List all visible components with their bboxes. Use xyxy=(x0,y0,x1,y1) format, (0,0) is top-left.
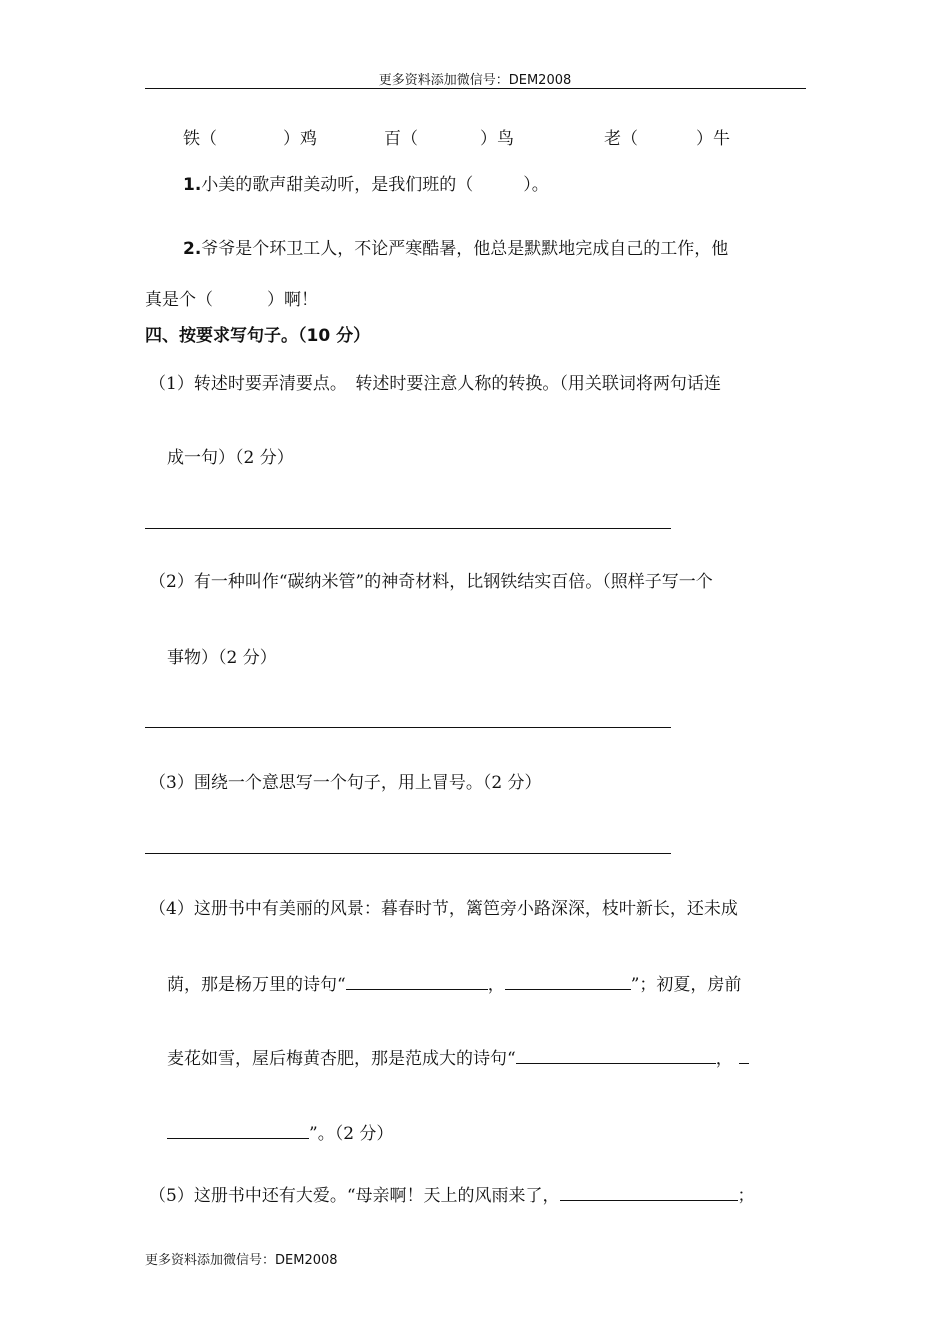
item-5-blank[interactable] xyxy=(560,1184,738,1201)
item-4-line2-comma: ， xyxy=(487,975,505,995)
question-2-line2 xyxy=(145,289,318,311)
question-2-line2-end: ）啊！ xyxy=(267,290,318,310)
item-4-line2-a: 荫，那是杨万里的诗句“ xyxy=(167,975,346,995)
idiom-b-end: ）鸟 xyxy=(480,129,514,149)
item-4-line4-end: ”。（2 分） xyxy=(309,1124,394,1144)
poem-blank-4[interactable] xyxy=(167,1122,309,1139)
item-2-line1: （2）有一种叫作“碳纳米管”的神奇材料，比钢铁结实百倍。（照样子写一个 xyxy=(149,572,713,592)
poem-blank-4-start[interactable] xyxy=(739,1047,749,1064)
idiom-c-end: ）牛 xyxy=(696,129,730,149)
idiom-c-start: 老（ xyxy=(604,129,638,149)
answer-line-3[interactable] xyxy=(145,853,671,854)
poem-blank-2[interactable] xyxy=(505,973,631,990)
idiom-a-end: ）鸡 xyxy=(283,129,317,149)
question-1-number: 1. xyxy=(183,175,202,195)
item-4-line2 xyxy=(167,973,741,996)
item-5-text: （5）这册书中还有大爱。“母亲啊！天上的风雨来了， xyxy=(149,1186,560,1206)
idiom-b xyxy=(384,128,514,150)
question-1 xyxy=(183,174,549,196)
question-2-number: 2. xyxy=(183,239,202,259)
section-4-title: 四、按要求写句子。（10 分） xyxy=(145,326,371,346)
question-2-text: 爷爷是个环卫工人，不论严寒酷暑，他总是默默地完成自己的工作，他 xyxy=(201,239,729,259)
item-4-line1: （4）这册书中有美丽的风景：暮春时节，篱笆旁小路深深，枝叶新长，还未成 xyxy=(149,899,738,919)
poem-blank-3[interactable] xyxy=(516,1047,716,1064)
answer-line-2[interactable] xyxy=(145,727,671,728)
idiom-c xyxy=(604,128,730,150)
item-4-line3-a: 麦花如雪，屋后梅黄杏肥，那是范成大的诗句“ xyxy=(167,1049,516,1069)
question-1-text: 小美的歌声甜美动听，是我们班的（ xyxy=(201,175,474,195)
footer-text: 更多资料添加微信号：DEM2008 xyxy=(145,1253,338,1268)
item-2-line2: 事物）（2 分） xyxy=(167,648,277,668)
item-4-line2-c: ”；初夏，房前 xyxy=(630,975,742,995)
item-4-line3-comma: ， xyxy=(715,1049,733,1069)
idiom-a-start: 铁（ xyxy=(183,129,217,149)
answer-line-1[interactable] xyxy=(145,528,671,529)
question-2-line1 xyxy=(183,238,728,260)
item-5-line1 xyxy=(149,1184,755,1207)
item-1-line1: （1）转述时要弄清要点。 转述时要注意人称的转换。（用关联词将两句话连 xyxy=(149,374,721,394)
item-5-end: ； xyxy=(737,1186,755,1206)
idiom-a xyxy=(183,128,317,150)
item-4-line4 xyxy=(167,1122,393,1145)
poem-blank-1[interactable] xyxy=(346,973,488,990)
question-1-end: ）。 xyxy=(523,175,549,195)
idiom-b-start: 百（ xyxy=(384,129,418,149)
question-2-line2-start: 真是个（ xyxy=(145,290,213,310)
header-rule xyxy=(145,88,806,89)
item-4-line3 xyxy=(167,1047,749,1070)
header-text: 更多资料添加微信号：DEM2008 xyxy=(378,73,572,88)
item-1-line2: 成一句）（2 分） xyxy=(167,448,294,468)
item-3-line1: （3）围绕一个意思写一个句子，用上冒号。（2 分） xyxy=(149,773,542,793)
